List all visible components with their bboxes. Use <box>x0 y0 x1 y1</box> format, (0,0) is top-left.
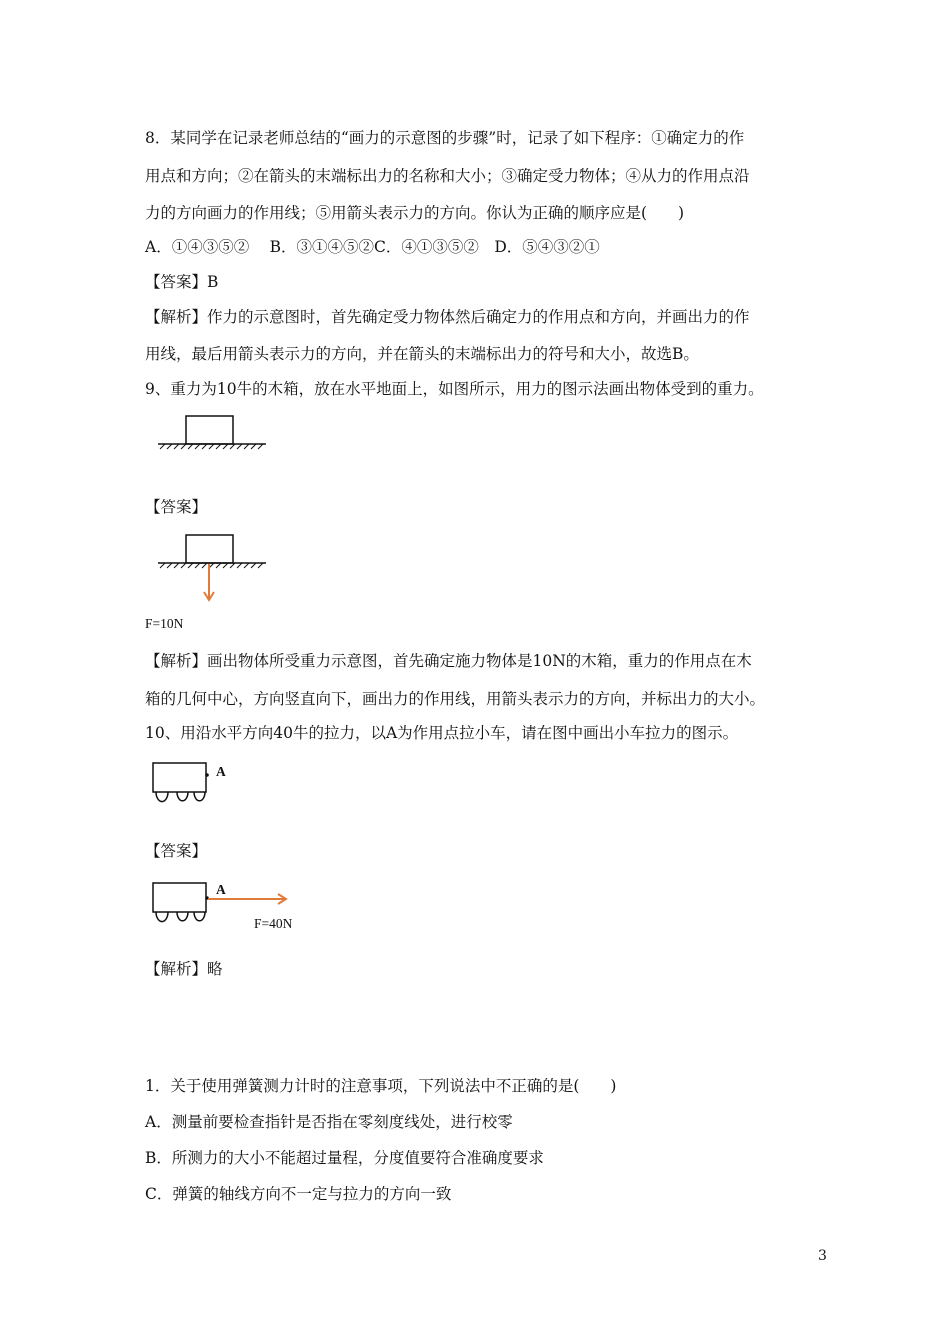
wooden-box <box>186 535 233 563</box>
cart-body <box>153 763 206 792</box>
ex1-option-b: B．所测力的大小不能超过量程，分度值要符合准确度要求 <box>145 1149 544 1167</box>
q10-answer-point-a-label: A <box>216 882 226 897</box>
q9-stem: 9、重力为10牛的木箱，放在水平地面上，如图所示，用力的图示法画出物体受到的重力。 <box>145 380 764 398</box>
cart-wheel-2 <box>177 792 188 801</box>
q10-answer-label: 【答案】 <box>145 842 208 860</box>
q8-analysis-line-1: 【解析】作力的示意图时，首先确定受力物体然后确定力的作用点和方向，并画出力的作 <box>145 308 750 326</box>
q9-box-on-ground-svg <box>155 412 270 452</box>
cart-wheel-1 <box>156 792 168 802</box>
cart-body <box>153 883 206 912</box>
page-number: 3 <box>818 1248 827 1264</box>
q10-force-label: F=40N <box>254 916 293 931</box>
q9-answer-figure <box>155 531 270 606</box>
q8-stem-line-3: 力的方向画力的作用线；⑤用箭头表示力的方向。你认为正确的顺序应是( ) <box>145 204 685 222</box>
q10-point-a-label: A <box>216 764 226 779</box>
q8-stem-line-1: 8．某同学在记录老师总结的“画力的示意图的步骤”时，记录了如下程序：①确定力的作 <box>145 129 745 147</box>
q8-answer: 【答案】B <box>145 273 219 291</box>
q10-analysis: 【解析】略 <box>145 960 223 978</box>
q9-answer-label: 【答案】 <box>145 498 208 516</box>
q8-stem-line-2: 用点和方向；②在箭头的末端标出力的名称和大小；③确定受力物体；④从力的作用点沿 <box>145 167 750 185</box>
ex1-option-a: A．测量前要检查指针是否指在零刻度线处，进行校零 <box>145 1113 513 1131</box>
q10-stem: 10、用沿水平方向40牛的拉力，以A为作用点拉小车，请在图中画出小车拉力的图示。 <box>145 724 739 742</box>
q9-analysis-line-1: 【解析】画出物体所受重力示意图，首先确定施力物体是10N的木箱，重力的作用点在木 <box>145 652 752 670</box>
cart-wheel-3 <box>194 912 205 921</box>
ex1-stem: 1．关于使用弹簧测力计时的注意事项，下列说法中不正确的是( ) <box>145 1077 617 1095</box>
cart-wheel-1 <box>156 912 168 922</box>
q10-cart-svg <box>150 758 240 810</box>
cart-wheel-3 <box>194 792 205 801</box>
q9-analysis-line-2: 箱的几何中心，方向竖直向下，画出力的作用线，用箭头表示力的方向，并标出力的大小。 <box>145 690 766 708</box>
ex1-option-c: C．弹簧的轴线方向不一定与拉力的方向一致 <box>145 1185 452 1203</box>
cart-wheel-2 <box>177 912 188 921</box>
q9-force-label: F=10N <box>145 616 184 631</box>
wooden-box <box>186 416 233 444</box>
q9-answer-svg <box>155 531 270 606</box>
q8-analysis-line-2: 用线，最后用箭头表示力的方向，并在箭头的末端标出力的符号和大小，故选B。 <box>145 345 699 363</box>
point-a-dot <box>205 773 209 777</box>
q10-cart-figure <box>150 758 240 810</box>
q9-box-on-ground-figure <box>155 412 270 452</box>
q8-options: A．①④③⑤② B．③①④⑤②C．④①③⑤② D．⑤④③②① <box>145 238 600 256</box>
